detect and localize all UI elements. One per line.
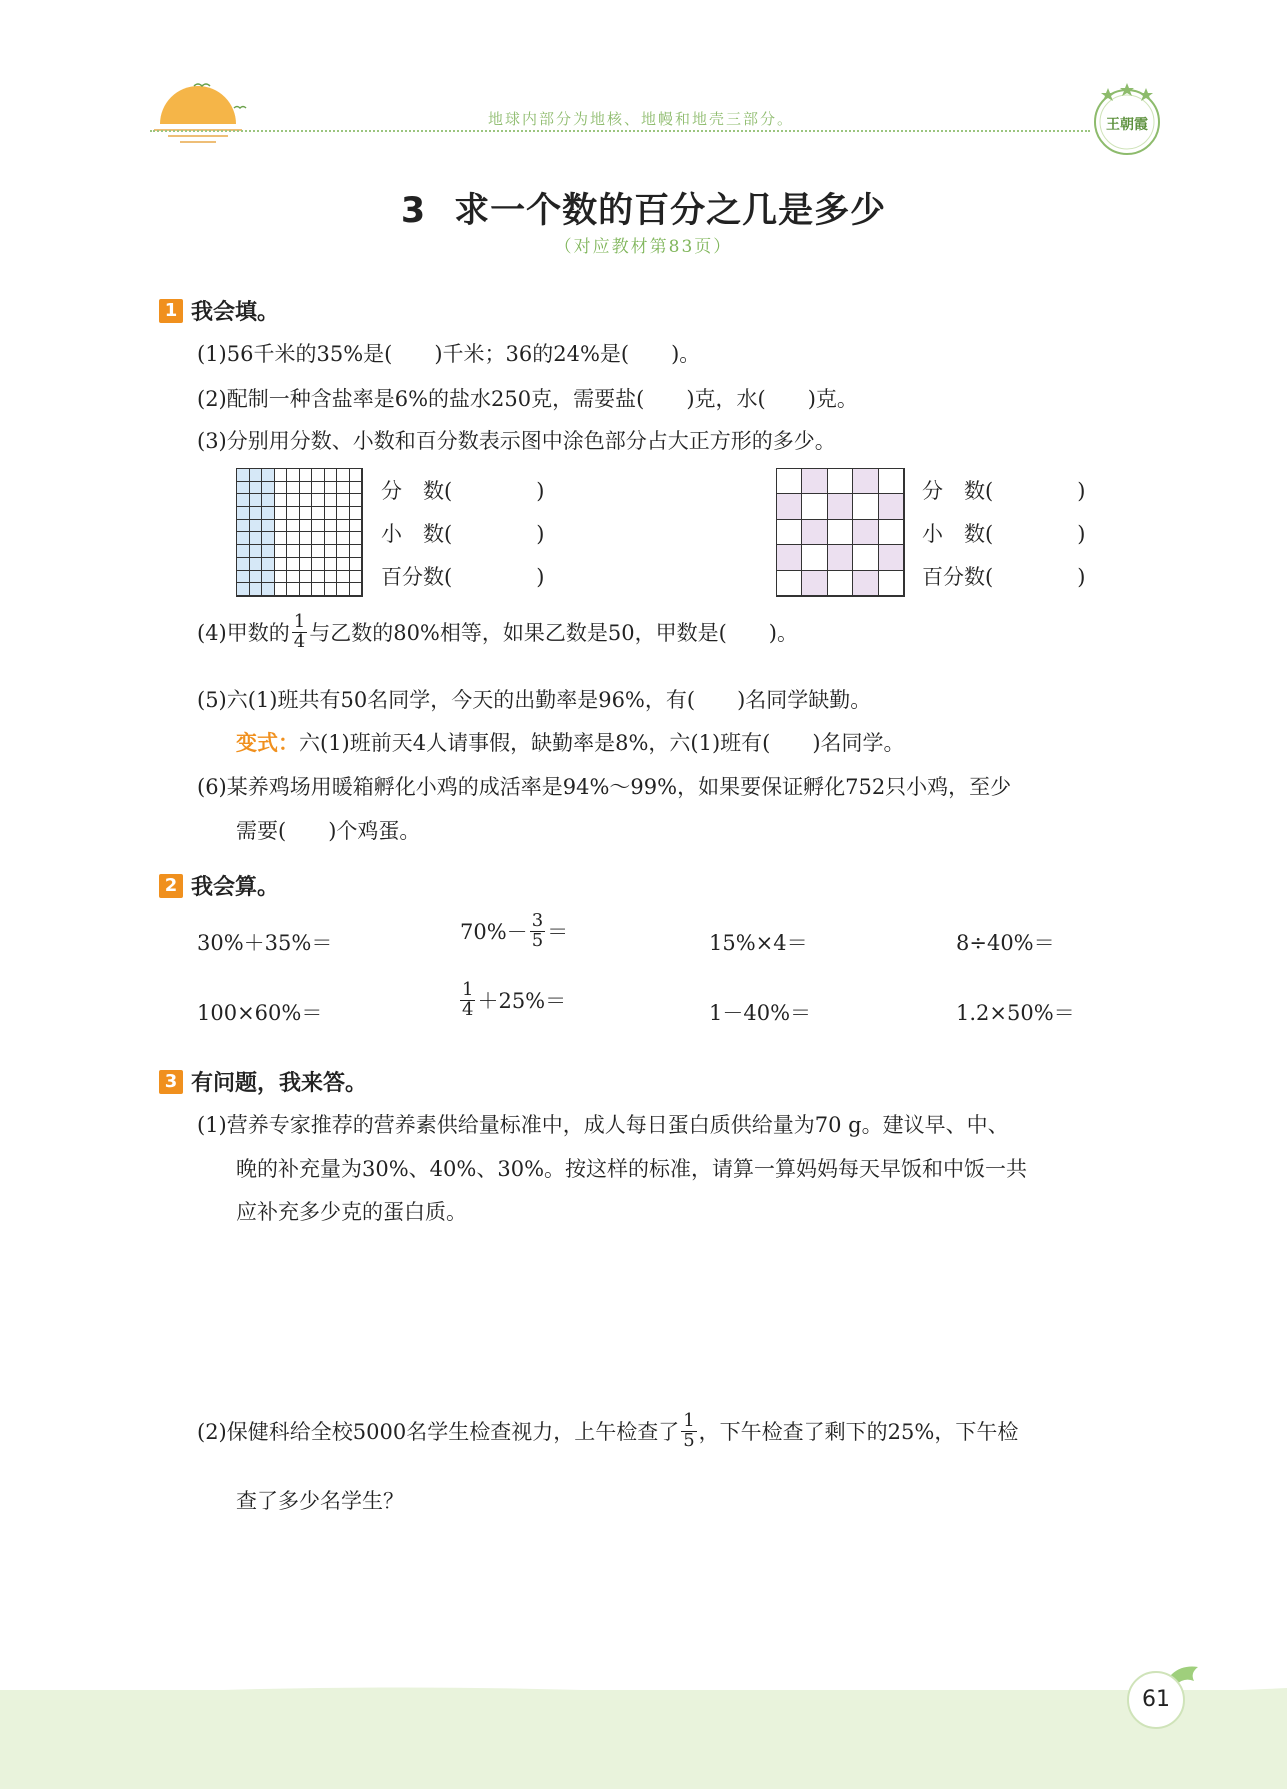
grid1-percent-blank: 百分数( ) [381,565,545,589]
grid1-cell [337,494,350,507]
grid1-cell [337,545,350,558]
q4-fraction [292,613,307,652]
grid1-cell [287,545,300,558]
problem-2-line2: 查了多少名学生？ [236,1489,404,1513]
problem-2-numerator: 1 [683,1410,695,1431]
grid1-cell [262,558,275,571]
grid1-cell [350,558,363,571]
calc-6-fraction [460,981,475,1020]
footer-wave-decoration [0,1670,1287,1710]
grid1-cell [275,507,288,520]
calc-5: 100×60%＝ [197,1001,323,1025]
grid1-cell [325,571,338,584]
grid2-decimal-blank: 小 数( ) [922,522,1086,546]
grid2-cell [828,469,853,494]
grid1-cell [287,494,300,507]
question-1-5-variant [236,727,905,757]
variant-label: 变式： [236,731,299,755]
problem-1-line1: (1)营养专家推荐的营养素供给量标准中，成人每日蛋白质供给量为70 g。建议早、中、 [197,1113,1009,1137]
grid1-cell [262,469,275,482]
grid1-cell [275,482,288,495]
section-3-badge: 3 [159,1070,183,1094]
grid2-cell [853,520,878,545]
grid1-cell [262,482,275,495]
grid1-cell [275,558,288,571]
grid1-cell [287,520,300,533]
grid1-cell [275,583,288,596]
calc-8: 1.2×50%＝ [956,1001,1075,1025]
grid1-cell [312,545,325,558]
grid1-cell [300,520,313,533]
section-3-heading [159,1066,367,1097]
grid1-cell [287,571,300,584]
grid1-cell [275,532,288,545]
grid1-cell [325,520,338,533]
grid1-cell [237,583,250,596]
grid1-cell [325,482,338,495]
grid2-cell [853,469,878,494]
grid1-cell [300,507,313,520]
grid1-cell [250,482,263,495]
grid1-cell [312,532,325,545]
grid1-cell [312,494,325,507]
grid2-cell [879,469,904,494]
section-1-heading [159,295,279,326]
grid2-cell [879,494,904,519]
grid1-cell [325,558,338,571]
textbook-reference: （对应教材第83页） [554,237,733,257]
q4-prefix: (4)甲数的 [197,621,290,646]
grid2-cell [802,571,827,596]
question-1-4 [197,613,798,652]
grid1-cell [300,494,313,507]
problem-2-prefix: (2)保健科给全校5000名学生检查视力，上午检查了 [197,1420,680,1445]
calc-6-denominator: 4 [462,998,474,1020]
grid1-cell [262,583,275,596]
problem-2-denominator: 5 [683,1429,695,1451]
problem-2-suffix: ，下午检查了剩下的25%，下午检 [698,1420,1019,1445]
grid1-cell [237,545,250,558]
grid1-cell [287,507,300,520]
grid1-cell [350,571,363,584]
grid1-cell [300,469,313,482]
section-2-heading [159,870,279,901]
grid1-cell [300,558,313,571]
grid1-cell [275,469,288,482]
calc-3: 15%×4＝ [709,931,808,955]
sun-logo-icon [150,78,260,153]
grid1-cell [337,469,350,482]
section-1-title: 我会填。 [191,300,280,325]
grid1-cell [250,545,263,558]
grid2-cell [853,571,878,596]
grid2-fraction-blank: 分 数( ) [922,479,1086,503]
header-divider [150,130,1090,132]
grid1-cell [350,482,363,495]
grid1-cell [237,520,250,533]
q4-frac-denominator: 4 [293,630,306,652]
grid1-cell [250,507,263,520]
grid2-cell [853,494,878,519]
grid1-cell [250,494,263,507]
lesson-number: 3 [400,191,427,231]
grid1-cell [275,520,288,533]
problem-1-line3: 应补充多少克的蛋白质。 [236,1200,467,1224]
grid1-cell [350,583,363,596]
grid1-cell [337,532,350,545]
problem-1-line2: 晚的补充量为30%、40%、30%。按这样的标准，请算一算妈妈每天早饭和中饭一共 [236,1157,1028,1181]
calc-2-suffix: ＝ [547,920,569,945]
grid1-cell [237,558,250,571]
grid2-cell [802,520,827,545]
grid1-cell [287,469,300,482]
grid1-cell [300,482,313,495]
grid1-cell [237,532,250,545]
grid1-cell [250,532,263,545]
calc-6-numerator: 1 [462,979,474,1000]
grid1-cell [250,520,263,533]
grid1-cell [275,545,288,558]
calc-2-numerator: 3 [531,910,544,931]
grid1-cell [350,545,363,558]
grid2-cell [777,545,802,570]
grid2-cell [802,469,827,494]
grid2-cell [802,545,827,570]
grid1-cell [287,482,300,495]
shaded-grid-10x10 [236,468,363,597]
grid2-cell [879,520,904,545]
grid1-cell [275,571,288,584]
grid2-cell [828,520,853,545]
section-1-badge: 1 [159,299,183,323]
grid1-cell [237,507,250,520]
grid1-cell [325,532,338,545]
grid1-cell [350,494,363,507]
calc-7: 1－40%＝ [709,1001,812,1025]
question-1-3: (3)分别用分数、小数和百分数表示图中涂色部分占大正方形的多少。 [197,429,836,453]
calc-2 [460,912,568,951]
grid2-percent-blank: 百分数( ) [922,565,1086,589]
grid2-cell [777,520,802,545]
grid1-cell [312,469,325,482]
lesson-title-text: 求一个数的百分之几是多少 [454,191,887,231]
section-2-title: 我会算。 [191,875,280,900]
calc-6-suffix: ＋25%＝ [477,989,567,1014]
grid1-cell [337,482,350,495]
calc-1: 30%＋35%＝ [197,931,333,955]
grid1-cell [325,507,338,520]
grid1-cell [262,507,275,520]
grid1-cell [312,482,325,495]
grid1-cell [350,469,363,482]
grid1-cell [300,545,313,558]
grid1-cell [312,583,325,596]
grid1-cell [275,494,288,507]
grid2-cell [828,494,853,519]
calc-6 [458,981,566,1020]
grid2-cell [879,571,904,596]
grid1-cell [262,532,275,545]
grid1-fraction-blank: 分 数( ) [381,479,545,503]
grid1-cell [325,469,338,482]
grid1-cell [300,532,313,545]
grid2-cell [777,469,802,494]
grid1-cell [312,571,325,584]
grid1-cell [300,571,313,584]
grid1-cell [262,520,275,533]
page-number: 61 [1127,1671,1185,1729]
section-2-badge: 2 [159,874,183,898]
grid1-decimal-blank: 小 数( ) [381,522,545,546]
grid1-cell [350,507,363,520]
grid2-cell [777,494,802,519]
grid1-cell [250,469,263,482]
grid2-cell [802,494,827,519]
grid1-cell [350,532,363,545]
question-1-6-line2: 需要( )个鸡蛋。 [236,819,421,843]
grid1-cell [350,520,363,533]
grid1-cell [262,571,275,584]
grid1-cell [237,469,250,482]
problem-2-line1 [197,1412,1018,1451]
grid1-cell [337,520,350,533]
grid1-cell [337,571,350,584]
grid1-cell [237,482,250,495]
grid2-cell [828,545,853,570]
grid1-cell [262,494,275,507]
grid1-cell [250,558,263,571]
section-3-title: 有问题，我来答。 [191,1071,368,1096]
grid1-cell [237,571,250,584]
calc-2-fraction [530,912,545,951]
header-tagline: 地球内部分为地核、地幔和地壳三部分。 [488,110,795,128]
grid1-cell [300,583,313,596]
calc-2-denominator: 5 [531,929,544,951]
question-1-6-line1: (6)某养鸡场用暖箱孵化小鸡的成活率是94%～99%，如果要保证孵化752只小鸡，至少 [197,775,1012,799]
variant-text: 六(1)班前天4人请事假，缺勤率是8%，六(1)班有( )名同学。 [299,731,905,755]
grid1-cell [337,507,350,520]
grid1-cell [325,545,338,558]
grid1-cell [325,494,338,507]
lesson-title [0,183,1287,233]
shaded-grid-5x5 [776,468,905,597]
grid1-cell [337,583,350,596]
question-1-2: (2)配制一种含盐率是6%的盐水250克，需要盐( )克，水( )克。 [197,387,858,411]
grid1-cell [287,558,300,571]
grid1-cell [262,545,275,558]
grid1-cell [325,583,338,596]
grid1-cell [337,558,350,571]
grid1-cell [312,558,325,571]
calc-2-prefix: 70%－ [460,920,528,945]
grid2-cell [777,571,802,596]
problem-2-fraction [681,1412,696,1451]
grid1-cell [312,507,325,520]
question-1-5: (5)六(1)班共有50名同学，今天的出勤率是96%，有( )名同学缺勤。 [197,688,872,712]
calc-4: 8÷40%＝ [956,931,1055,955]
grid1-cell [237,494,250,507]
question-1-1: (1)56千米的35%是( )千米；36的24%是( )。 [197,342,701,366]
grid1-cell [312,520,325,533]
grid1-cell [250,583,263,596]
grid2-cell [828,571,853,596]
brand-logo-text: 王朝霞 [1106,117,1148,133]
grid1-cell [287,532,300,545]
brand-logo [1088,80,1166,158]
q4-suffix: 与乙数的80%相等，如果乙数是50，甲数是( )。 [309,621,798,646]
grid2-cell [853,545,878,570]
q4-frac-numerator: 1 [293,611,306,632]
grid1-cell [287,583,300,596]
grid1-cell [250,571,263,584]
grid2-cell [879,545,904,570]
